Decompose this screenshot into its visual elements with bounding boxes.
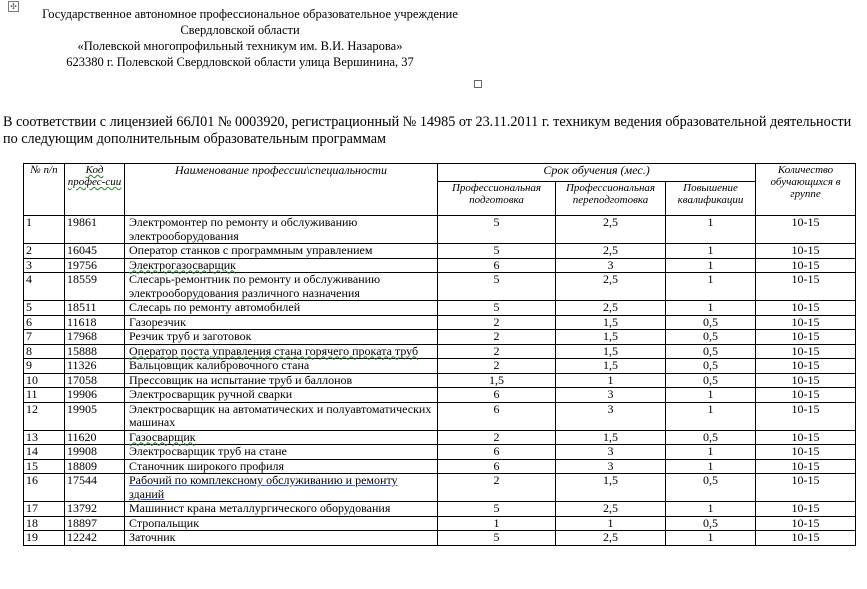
- header-count: Количество обучающихся в группе: [756, 164, 856, 216]
- table-row: [24, 273, 856, 301]
- table-row: [24, 244, 856, 259]
- row-prof-retrain: 3: [556, 402, 666, 430]
- row-code: 12242: [65, 531, 125, 546]
- row-code: 17058: [65, 373, 125, 388]
- table-row: [24, 301, 856, 316]
- row-number: 1: [24, 216, 65, 244]
- row-name: Электромонтер по ремонту и обслуживанию электрооборудования: [125, 216, 438, 244]
- row-count: 10-15: [756, 301, 856, 316]
- row-prof-prep: 2: [438, 430, 556, 445]
- row-qual-up: 0,5: [666, 344, 756, 359]
- row-name: Газорезчик: [125, 315, 438, 330]
- row-prof-retrain: 1,5: [556, 430, 666, 445]
- row-number: 6: [24, 315, 65, 330]
- row-number: 19: [24, 531, 65, 546]
- header-line-4: 623380 г. Полевской Свердловской области улица Вершинина, 37: [66, 55, 414, 69]
- row-prof-prep: 1: [438, 516, 556, 531]
- row-code: 16045: [65, 244, 125, 259]
- header-code: Код профес-сии: [65, 164, 125, 216]
- row-number: 17: [24, 502, 65, 517]
- row-code: 11620: [65, 430, 125, 445]
- header-line-2: Свердловской области: [180, 23, 300, 37]
- row-count: 10-15: [756, 474, 856, 502]
- row-count: 10-15: [756, 315, 856, 330]
- row-qual-up: 1: [666, 402, 756, 430]
- row-prof-retrain: 2,5: [556, 244, 666, 259]
- table-row: [24, 502, 856, 517]
- row-prof-prep: 2: [438, 474, 556, 502]
- row-prof-prep: 5: [438, 216, 556, 244]
- row-qual-up: 1: [666, 258, 756, 273]
- row-qual-up: 1: [666, 301, 756, 316]
- row-count: 10-15: [756, 258, 856, 273]
- row-prof-retrain: 1,5: [556, 315, 666, 330]
- table-row: [24, 258, 856, 273]
- row-number: 9: [24, 359, 65, 374]
- header-line-1: Государственное автономное профессиональное образовательное учреждение: [42, 7, 458, 21]
- table-row: [24, 216, 856, 244]
- row-name: Электросварщик на автоматических и полуавтоматических машинах: [125, 402, 438, 430]
- row-count: 10-15: [756, 273, 856, 301]
- row-code: 19906: [65, 388, 125, 403]
- row-prof-retrain: 2,5: [556, 502, 666, 517]
- row-number: 13: [24, 430, 65, 445]
- row-qual-up: 1: [666, 445, 756, 460]
- row-code: 15888: [65, 344, 125, 359]
- row-prof-retrain: 2,5: [556, 531, 666, 546]
- row-prof-prep: 5: [438, 301, 556, 316]
- row-count: 10-15: [756, 502, 856, 517]
- row-code: 18809: [65, 459, 125, 474]
- header-prof-prep: Профессиональная подготовка: [438, 182, 556, 216]
- row-qual-up: 1: [666, 273, 756, 301]
- row-code: 19905: [65, 402, 125, 430]
- row-prof-prep: 6: [438, 258, 556, 273]
- row-name: Оператор поста управления стана горячего проката труб: [125, 344, 438, 359]
- row-name: Машинист крана металлургического оборудования: [125, 502, 438, 517]
- row-count: 10-15: [756, 244, 856, 259]
- table-row: [24, 531, 856, 546]
- row-name: Слесарь-ремонтник по ремонту и обслуживанию электрооборудования различного назначения: [125, 273, 438, 301]
- row-code: 13792: [65, 502, 125, 517]
- row-name: Прессовщик на испытание труб и баллонов: [125, 373, 438, 388]
- row-count: 10-15: [756, 531, 856, 546]
- table-row: [24, 430, 856, 445]
- row-qual-up: 1: [666, 216, 756, 244]
- row-qual-up: 0,5: [666, 359, 756, 374]
- table-row: [24, 459, 856, 474]
- table-row: [24, 388, 856, 403]
- table-row: [24, 359, 856, 374]
- row-prof-prep: 6: [438, 402, 556, 430]
- row-count: 10-15: [756, 359, 856, 374]
- institution-header: [0, 6, 480, 70]
- row-count: 10-15: [756, 445, 856, 460]
- row-qual-up: 1: [666, 531, 756, 546]
- row-name: Станочник широкого профиля: [125, 459, 438, 474]
- row-code: 11618: [65, 315, 125, 330]
- table-row: [24, 516, 856, 531]
- row-prof-prep: 5: [438, 502, 556, 517]
- row-count: 10-15: [756, 388, 856, 403]
- row-code: 17544: [65, 474, 125, 502]
- row-qual-up: 0,5: [666, 474, 756, 502]
- row-prof-prep: 2: [438, 330, 556, 345]
- row-name: Электросварщик ручной сварки: [125, 388, 438, 403]
- intro-paragraph: В соответствии с лицензией 66Л01 № 0003920, регистрационный № 14985 от 23.11.2011 г. техникум ведения образовательной деятельности по следующим дополнительным образовательным программам: [3, 114, 852, 147]
- row-prof-retrain: 3: [556, 445, 666, 460]
- row-qual-up: 1: [666, 502, 756, 517]
- move-handle-icon[interactable]: ✣: [8, 1, 19, 12]
- row-prof-retrain: 1: [556, 373, 666, 388]
- header-duration: Срок обучения (мес.): [438, 164, 756, 182]
- row-name: Слесарь по ремонту автомобилей: [125, 301, 438, 316]
- row-number: 8: [24, 344, 65, 359]
- table-row: [24, 474, 856, 502]
- row-name: Газосварщик: [125, 430, 438, 445]
- row-name: Рабочий по комплексному обслуживанию и ремонту зданий: [125, 474, 438, 502]
- row-count: 10-15: [756, 516, 856, 531]
- table-row: [24, 373, 856, 388]
- table-row: [24, 344, 856, 359]
- row-prof-retrain: 1,5: [556, 344, 666, 359]
- row-prof-retrain: 2,5: [556, 301, 666, 316]
- row-qual-up: 1: [666, 459, 756, 474]
- header-num: № п/п: [24, 164, 65, 216]
- row-number: 12: [24, 402, 65, 430]
- row-prof-prep: 6: [438, 445, 556, 460]
- row-prof-prep: 6: [438, 459, 556, 474]
- row-code: 18897: [65, 516, 125, 531]
- text-marker-icon: [474, 80, 482, 88]
- row-number: 14: [24, 445, 65, 460]
- row-number: 3: [24, 258, 65, 273]
- row-prof-prep: 2: [438, 344, 556, 359]
- row-number: 15: [24, 459, 65, 474]
- header-line-3: «Полевской многопрофильный техникум им. В.И. Назарова»: [77, 39, 403, 53]
- row-prof-prep: 2: [438, 315, 556, 330]
- table-row: [24, 402, 856, 430]
- programs-table: [23, 163, 856, 546]
- row-code: 18559: [65, 273, 125, 301]
- header-prof-retrain: Профессиональная переподготовка: [556, 182, 666, 216]
- row-qual-up: 1: [666, 244, 756, 259]
- row-name: Резчик труб и заготовок: [125, 330, 438, 345]
- row-qual-up: 0,5: [666, 373, 756, 388]
- row-number: 2: [24, 244, 65, 259]
- row-qual-up: 0,5: [666, 430, 756, 445]
- table-row: [24, 315, 856, 330]
- table-body: [24, 216, 856, 546]
- row-qual-up: 0,5: [666, 516, 756, 531]
- row-code: 18511: [65, 301, 125, 316]
- row-prof-prep: 1,5: [438, 373, 556, 388]
- row-code: 19861: [65, 216, 125, 244]
- row-prof-prep: 5: [438, 531, 556, 546]
- row-prof-retrain: 1,5: [556, 330, 666, 345]
- row-count: 10-15: [756, 344, 856, 359]
- row-number: 11: [24, 388, 65, 403]
- row-number: 18: [24, 516, 65, 531]
- row-prof-retrain: 1,5: [556, 474, 666, 502]
- row-code: 19756: [65, 258, 125, 273]
- row-name: Заточник: [125, 531, 438, 546]
- row-count: 10-15: [756, 402, 856, 430]
- row-code: 17968: [65, 330, 125, 345]
- row-number: 7: [24, 330, 65, 345]
- row-prof-retrain: 2,5: [556, 273, 666, 301]
- row-count: 10-15: [756, 216, 856, 244]
- row-name: Электросварщик труб на стане: [125, 445, 438, 460]
- row-code: 19908: [65, 445, 125, 460]
- row-prof-prep: 5: [438, 244, 556, 259]
- row-code: 11326: [65, 359, 125, 374]
- row-qual-up: 0,5: [666, 315, 756, 330]
- row-count: 10-15: [756, 373, 856, 388]
- row-count: 10-15: [756, 330, 856, 345]
- row-prof-retrain: 3: [556, 459, 666, 474]
- row-name: Стропальщик: [125, 516, 438, 531]
- row-number: 5: [24, 301, 65, 316]
- row-prof-retrain: 3: [556, 258, 666, 273]
- table-row: [24, 330, 856, 345]
- row-qual-up: 1: [666, 388, 756, 403]
- row-prof-retrain: 1,5: [556, 359, 666, 374]
- row-number: 10: [24, 373, 65, 388]
- row-count: 10-15: [756, 459, 856, 474]
- row-count: 10-15: [756, 430, 856, 445]
- row-prof-retrain: 2,5: [556, 216, 666, 244]
- row-number: 4: [24, 273, 65, 301]
- row-number: 16: [24, 474, 65, 502]
- row-prof-prep: 2: [438, 359, 556, 374]
- header-qual-up: Повышение квалификации: [666, 182, 756, 216]
- table-row: [24, 445, 856, 460]
- row-prof-retrain: 3: [556, 388, 666, 403]
- row-prof-prep: 6: [438, 388, 556, 403]
- row-prof-prep: 5: [438, 273, 556, 301]
- row-prof-retrain: 1: [556, 516, 666, 531]
- row-name: Оператор станков с программным управлением: [125, 244, 438, 259]
- row-qual-up: 0,5: [666, 330, 756, 345]
- row-name: Вальцовщик калибровочного стана: [125, 359, 438, 374]
- row-name: Электрогазосварщик: [125, 258, 438, 273]
- header-name: Наименование профессии\специальности: [125, 164, 438, 216]
